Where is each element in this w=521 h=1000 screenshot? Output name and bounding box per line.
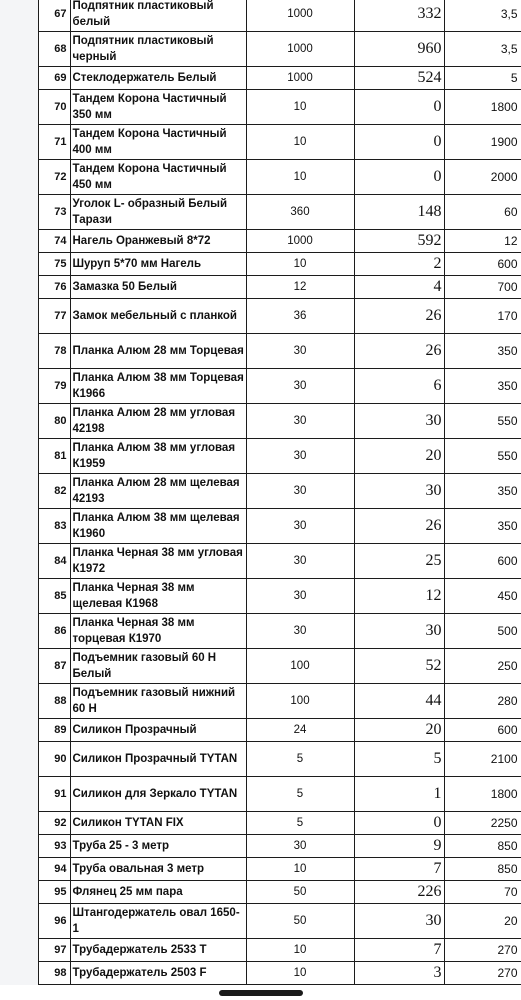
- price-cell[interactable]: 5: [444, 67, 521, 90]
- row-gutter: [0, 32, 38, 67]
- price-cell[interactable]: 700: [444, 276, 521, 299]
- price-cell[interactable]: 70: [444, 881, 521, 904]
- stock-cell[interactable]: 30: [354, 404, 444, 439]
- product-name-cell[interactable]: Планка Алюм 38 мм щелевая К1960: [70, 509, 246, 544]
- row-gutter: [0, 0, 38, 32]
- row-number[interactable]: 87: [38, 649, 70, 684]
- table-row: [0, 67, 521, 90]
- table-row: [0, 125, 521, 160]
- row-gutter: [0, 544, 38, 579]
- quantity-cell[interactable]: 30: [246, 835, 354, 858]
- quantity-cell[interactable]: 30: [246, 369, 354, 404]
- table-row: [0, 253, 521, 276]
- table-row: [0, 276, 521, 299]
- row-gutter: [0, 276, 38, 299]
- price-cell[interactable]: 350: [444, 474, 521, 509]
- product-name-cell[interactable]: Трубадержатель 2503 F: [70, 962, 246, 985]
- row-gutter: [0, 474, 38, 509]
- row-number[interactable]: 77: [38, 299, 70, 334]
- row-gutter: [0, 334, 38, 369]
- row-number[interactable]: 73: [38, 195, 70, 230]
- product-name-cell[interactable]: Силикон для Зеркало TYTAN: [70, 777, 246, 812]
- price-cell[interactable]: 350: [444, 369, 521, 404]
- stock-cell[interactable]: 1: [354, 777, 444, 812]
- price-cell[interactable]: 3,5: [444, 32, 521, 67]
- product-name-cell[interactable]: Подъемник газовый 60 Н Белый: [70, 649, 246, 684]
- row-gutter: [0, 125, 38, 160]
- quantity-cell[interactable]: 30: [246, 544, 354, 579]
- row-gutter: [0, 881, 38, 904]
- row-number[interactable]: 81: [38, 439, 70, 474]
- row-number[interactable]: 75: [38, 253, 70, 276]
- row-number[interactable]: 82: [38, 474, 70, 509]
- product-name-cell[interactable]: Замок мебельный с планкой: [70, 299, 246, 334]
- table-row: [0, 649, 521, 684]
- table-row: [0, 509, 521, 544]
- stock-cell[interactable]: 25: [354, 544, 444, 579]
- price-cell[interactable]: 850: [444, 835, 521, 858]
- price-cell[interactable]: 60: [444, 195, 521, 230]
- price-cell[interactable]: 12: [444, 230, 521, 253]
- quantity-cell[interactable]: 30: [246, 579, 354, 614]
- quantity-cell[interactable]: 12: [246, 276, 354, 299]
- row-number[interactable]: 96: [38, 904, 70, 939]
- price-cell[interactable]: 550: [444, 439, 521, 474]
- product-name-cell[interactable]: Планка Алюм 28 мм угловая 42198: [70, 404, 246, 439]
- price-cell[interactable]: 270: [444, 962, 521, 985]
- product-name-cell[interactable]: Планка Черная 38 мм угловая К1972: [70, 544, 246, 579]
- table-row: [0, 195, 521, 230]
- stock-cell[interactable]: 332: [354, 0, 444, 32]
- product-name-cell[interactable]: Уголок L- образный Белый Тарази: [70, 195, 246, 230]
- price-cell[interactable]: 250: [444, 649, 521, 684]
- table-row: [0, 474, 521, 509]
- table-row: [0, 439, 521, 474]
- table-row: [0, 299, 521, 334]
- quantity-cell[interactable]: 10: [246, 90, 354, 125]
- stock-cell[interactable]: 26: [354, 299, 444, 334]
- row-number[interactable]: 88: [38, 684, 70, 719]
- row-gutter: [0, 649, 38, 684]
- stock-cell[interactable]: 30: [354, 904, 444, 939]
- price-cell[interactable]: 1800: [444, 90, 521, 125]
- product-name-cell[interactable]: Стеклодержатель Белый: [70, 67, 246, 90]
- row-number[interactable]: 90: [38, 742, 70, 777]
- product-name-cell[interactable]: Планка Алюм 28 мм Торцевая: [70, 334, 246, 369]
- row-number[interactable]: 69: [38, 67, 70, 90]
- row-number[interactable]: 71: [38, 125, 70, 160]
- quantity-cell[interactable]: 10: [246, 962, 354, 985]
- price-cell[interactable]: 2250: [444, 812, 521, 835]
- quantity-cell[interactable]: 10: [246, 160, 354, 195]
- row-gutter: [0, 299, 38, 334]
- quantity-cell[interactable]: 30: [246, 404, 354, 439]
- price-cell[interactable]: 600: [444, 253, 521, 276]
- price-cell[interactable]: 3,5: [444, 0, 521, 32]
- home-indicator[interactable]: [219, 990, 303, 996]
- quantity-cell[interactable]: 100: [246, 684, 354, 719]
- price-cell[interactable]: 270: [444, 939, 521, 962]
- stock-cell[interactable]: 12: [354, 579, 444, 614]
- price-cell[interactable]: 350: [444, 334, 521, 369]
- product-name-cell[interactable]: Планка Черная 38 мм торцевая К1970: [70, 614, 246, 649]
- row-gutter: [0, 835, 38, 858]
- row-gutter: [0, 614, 38, 649]
- table-row: [0, 742, 521, 777]
- price-cell[interactable]: 2000: [444, 160, 521, 195]
- product-name-cell[interactable]: Планка Черная 38 мм щелевая К1968: [70, 579, 246, 614]
- price-cell[interactable]: 2100: [444, 742, 521, 777]
- row-number[interactable]: 74: [38, 230, 70, 253]
- quantity-cell[interactable]: 10: [246, 939, 354, 962]
- row-number[interactable]: 76: [38, 276, 70, 299]
- price-cell[interactable]: 170: [444, 299, 521, 334]
- quantity-cell[interactable]: 50: [246, 904, 354, 939]
- stock-cell[interactable]: 4: [354, 276, 444, 299]
- table-row: [0, 160, 521, 195]
- product-name-cell[interactable]: Труба 25 - 3 метр: [70, 835, 246, 858]
- product-name-cell[interactable]: Силикон Прозрачный: [70, 719, 246, 742]
- product-name-cell[interactable]: Труба овальная 3 метр: [70, 858, 246, 881]
- table-row: [0, 579, 521, 614]
- stock-cell[interactable]: 6: [354, 369, 444, 404]
- row-gutter: [0, 939, 38, 962]
- row-number[interactable]: 93: [38, 835, 70, 858]
- row-number[interactable]: 70: [38, 90, 70, 125]
- table-row: [0, 835, 521, 858]
- product-name-cell[interactable]: Трубадержатель 2533 Т: [70, 939, 246, 962]
- product-name-cell[interactable]: Подпятник пластиковый белый: [70, 0, 246, 32]
- table-row: [0, 939, 521, 962]
- row-number[interactable]: 72: [38, 160, 70, 195]
- product-name-cell[interactable]: Планка Алюм 38 мм Торцевая К1966: [70, 369, 246, 404]
- stock-cell[interactable]: 148: [354, 195, 444, 230]
- stock-cell[interactable]: 30: [354, 614, 444, 649]
- stock-cell[interactable]: 3: [354, 962, 444, 985]
- row-gutter: [0, 160, 38, 195]
- price-cell[interactable]: 600: [444, 544, 521, 579]
- stock-cell[interactable]: 592: [354, 230, 444, 253]
- product-name-cell[interactable]: Подпятник пластиковый черный: [70, 32, 246, 67]
- quantity-cell[interactable]: 30: [246, 614, 354, 649]
- row-number[interactable]: 84: [38, 544, 70, 579]
- row-gutter: [0, 90, 38, 125]
- quantity-cell[interactable]: 30: [246, 509, 354, 544]
- stock-cell[interactable]: 2: [354, 253, 444, 276]
- table-row: [0, 881, 521, 904]
- stock-cell[interactable]: 9: [354, 835, 444, 858]
- price-cell[interactable]: 550: [444, 404, 521, 439]
- price-cell[interactable]: 1900: [444, 125, 521, 160]
- quantity-cell[interactable]: 30: [246, 439, 354, 474]
- table-row: [0, 858, 521, 881]
- row-gutter: [0, 719, 38, 742]
- product-name-cell[interactable]: Планка Алюм 38 мм угловая К1959: [70, 439, 246, 474]
- row-number[interactable]: 80: [38, 404, 70, 439]
- quantity-cell[interactable]: 1000: [246, 0, 354, 32]
- price-cell[interactable]: 350: [444, 509, 521, 544]
- quantity-cell[interactable]: 100: [246, 649, 354, 684]
- stock-cell[interactable]: 960: [354, 32, 444, 67]
- row-gutter: [0, 684, 38, 719]
- product-name-cell[interactable]: Замазка 50 Белый: [70, 276, 246, 299]
- row-number[interactable]: 98: [38, 962, 70, 985]
- table-row: [0, 334, 521, 369]
- row-gutter: [0, 195, 38, 230]
- table-row: [0, 0, 521, 32]
- quantity-cell[interactable]: 360: [246, 195, 354, 230]
- stock-cell[interactable]: 7: [354, 858, 444, 881]
- stock-cell[interactable]: 0: [354, 812, 444, 835]
- row-number[interactable]: 86: [38, 614, 70, 649]
- row-number[interactable]: 89: [38, 719, 70, 742]
- stock-cell[interactable]: 26: [354, 509, 444, 544]
- stock-cell[interactable]: 0: [354, 160, 444, 195]
- price-cell[interactable]: 850: [444, 858, 521, 881]
- row-gutter: [0, 579, 38, 614]
- row-gutter: [0, 253, 38, 276]
- stock-cell[interactable]: 0: [354, 125, 444, 160]
- row-number[interactable]: 83: [38, 509, 70, 544]
- row-number[interactable]: 68: [38, 32, 70, 67]
- product-name-cell[interactable]: Подъемник газовый нижний 60 Н: [70, 684, 246, 719]
- row-number[interactable]: 94: [38, 858, 70, 881]
- quantity-cell[interactable]: 1000: [246, 32, 354, 67]
- quantity-cell[interactable]: 30: [246, 474, 354, 509]
- product-name-cell[interactable]: Флянец 25 мм пара: [70, 881, 246, 904]
- stock-cell[interactable]: 30: [354, 474, 444, 509]
- stock-cell[interactable]: 226: [354, 881, 444, 904]
- product-name-cell[interactable]: Тандем Корона Частичный 450 мм: [70, 160, 246, 195]
- table-row: [0, 90, 521, 125]
- price-cell[interactable]: 600: [444, 719, 521, 742]
- table-row: [0, 684, 521, 719]
- row-number[interactable]: 85: [38, 579, 70, 614]
- stock-cell[interactable]: 5: [354, 742, 444, 777]
- product-name-cell[interactable]: Тандем Корона Частичный 400 мм: [70, 125, 246, 160]
- price-cell[interactable]: 450: [444, 579, 521, 614]
- price-cell[interactable]: 1800: [444, 777, 521, 812]
- table-row: [0, 812, 521, 835]
- quantity-cell[interactable]: 50: [246, 881, 354, 904]
- table-row: [0, 369, 521, 404]
- row-number[interactable]: 78: [38, 334, 70, 369]
- stock-cell[interactable]: 524: [354, 67, 444, 90]
- row-number[interactable]: 91: [38, 777, 70, 812]
- stock-cell[interactable]: 7: [354, 939, 444, 962]
- row-number[interactable]: 92: [38, 812, 70, 835]
- quantity-cell[interactable]: 1000: [246, 230, 354, 253]
- price-cell[interactable]: 500: [444, 614, 521, 649]
- stock-cell[interactable]: 52: [354, 649, 444, 684]
- row-number[interactable]: 67: [38, 0, 70, 32]
- product-name-cell[interactable]: Планка Алюм 28 мм щелевая 42193: [70, 474, 246, 509]
- row-gutter: [0, 369, 38, 404]
- row-gutter: [0, 230, 38, 253]
- row-gutter: [0, 858, 38, 881]
- quantity-cell[interactable]: 30: [246, 334, 354, 369]
- table-row: [0, 32, 521, 67]
- row-gutter: [0, 962, 38, 985]
- row-gutter: [0, 812, 38, 835]
- product-name-cell[interactable]: Тандем Корона Частичный 350 мм: [70, 90, 246, 125]
- quantity-cell[interactable]: 1000: [246, 67, 354, 90]
- table-row: [0, 904, 521, 939]
- table-row: [0, 777, 521, 812]
- stock-cell[interactable]: 0: [354, 90, 444, 125]
- product-name-cell[interactable]: Штангодержатель овал 1650-1: [70, 904, 246, 939]
- row-gutter: [0, 742, 38, 777]
- price-cell[interactable]: 20: [444, 904, 521, 939]
- stock-cell[interactable]: 44: [354, 684, 444, 719]
- row-number[interactable]: 95: [38, 881, 70, 904]
- quantity-cell[interactable]: 24: [246, 719, 354, 742]
- row-gutter: [0, 439, 38, 474]
- quantity-cell[interactable]: 5: [246, 812, 354, 835]
- product-name-cell[interactable]: Нагель Оранжевый 8*72: [70, 230, 246, 253]
- table-row: [0, 962, 521, 985]
- quantity-cell[interactable]: 10: [246, 125, 354, 160]
- product-name-cell[interactable]: Силикон Прозрачный TYTAN: [70, 742, 246, 777]
- table-row: [0, 544, 521, 579]
- quantity-cell[interactable]: 36: [246, 299, 354, 334]
- row-gutter: [0, 777, 38, 812]
- stock-cell[interactable]: 20: [354, 719, 444, 742]
- row-gutter: [0, 67, 38, 90]
- quantity-cell[interactable]: 10: [246, 253, 354, 276]
- row-number[interactable]: 97: [38, 939, 70, 962]
- table-row: [0, 230, 521, 253]
- product-name-cell[interactable]: Шуруп 5*70 мм Нагель: [70, 253, 246, 276]
- table-row: [0, 719, 521, 742]
- product-name-cell[interactable]: Силикон TYTAN FIX: [70, 812, 246, 835]
- stock-cell[interactable]: 20: [354, 439, 444, 474]
- row-gutter: [0, 404, 38, 439]
- quantity-cell[interactable]: 10: [246, 858, 354, 881]
- price-cell[interactable]: 280: [444, 684, 521, 719]
- row-gutter: [0, 509, 38, 544]
- row-number[interactable]: 79: [38, 369, 70, 404]
- stock-cell[interactable]: 26: [354, 334, 444, 369]
- table-row: [0, 404, 521, 439]
- row-gutter: [0, 904, 38, 939]
- quantity-cell[interactable]: 5: [246, 777, 354, 812]
- quantity-cell[interactable]: 5: [246, 742, 354, 777]
- table-row: [0, 614, 521, 649]
